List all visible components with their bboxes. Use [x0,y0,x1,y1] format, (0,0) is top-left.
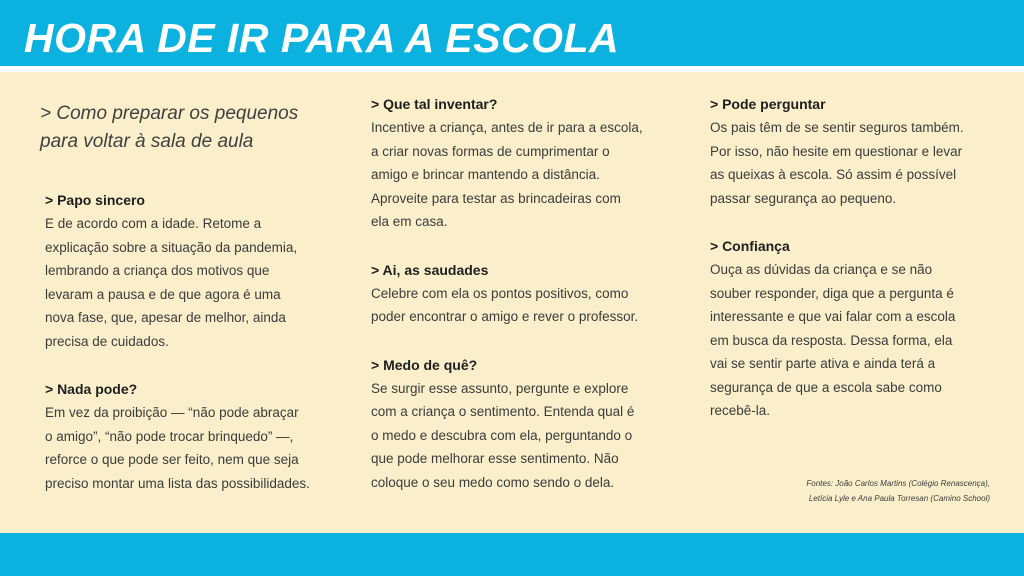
section-title: > Medo de quê? [371,356,478,373]
column-1 [45,188,350,519]
section-body: Ouça as dúvidas da criança e se não souber responder, diga que a pergunta é interessante e que vai falar com a escola em busca da resposta. Dessa forma, ela vai se sentir parte ativa e ainda terá a segurança de que a escola sabe como recebê-la. [710,262,956,418]
header-divider [0,66,1024,72]
section-body: Em vez da proibição — “não pode abraçar o amigo”, “não pode trocar brinquedo” —, reforce o que pode ser feito, nem que seja preciso montar uma lista das possibilidades. [45,405,310,491]
section-title: > Pode perguntar [710,96,826,112]
column-3 [710,92,1000,447]
column-2 [371,92,676,518]
section-title: > Que tal inventar? [371,96,498,112]
section-confianca [710,234,1000,423]
header-bar [0,0,1024,66]
section-body: Celebre com ela os pontos positivos, como poder encontrar o amigo e rever o professor. [371,285,639,324]
section-medo-de-que [371,353,676,495]
section-body: E de acordo com a idade. Retome a explicação sobre a situação da pandemia, lembrando a criança dos motivos que levaram a pausa e de que agora é uma nova fase, que, apesar de melhor, ainda precisa de cuidados. [45,216,298,349]
section-que-tal-inventar [371,92,676,234]
section-body: Se surgir esse assunto, pergunte e explore com a criança o sentimento. Entenda qual é o medo e descubra com ela, perguntando o que pode melhorar esse sentimento. Não coloque o seu medo como sendo o dela. [371,380,635,490]
section-title: > Ai, as saudades [371,261,489,278]
section-ai-as-saudades [371,258,676,329]
section-title: > Papo sincero [45,192,145,208]
section-body: Os pais têm de se sentir seguros também. Por isso, não hesite em questionar e levar as queixas à escola. Só assim é possível passar segurança ao pequeno. [710,120,964,206]
section-title: > Confiança [710,238,790,254]
section-body: Incentive a criança, antes de ir para a escola, a criar novas formas de cumprimentar o amigo e brincar mantendo a distância. Aproveite para testar as brincadeiras com ela em casa. [371,120,643,229]
section-papo-sincero [45,188,350,353]
page-title: HORA DE IR PARA A ESCOLA [24,15,620,61]
section-pode-perguntar [710,92,1000,210]
section-nada-pode [45,377,350,495]
subtitle: > Como preparar os pequenos para voltar à sala de aula [40,103,299,152]
section-title: > Nada pode? [45,381,138,397]
footer-bar [0,533,1024,576]
sources-note: Fontes: João Carlos Martins (Colégio Renascença), Letícia Lyle e Ana Paula Torresan (Camino School) [806,479,990,503]
